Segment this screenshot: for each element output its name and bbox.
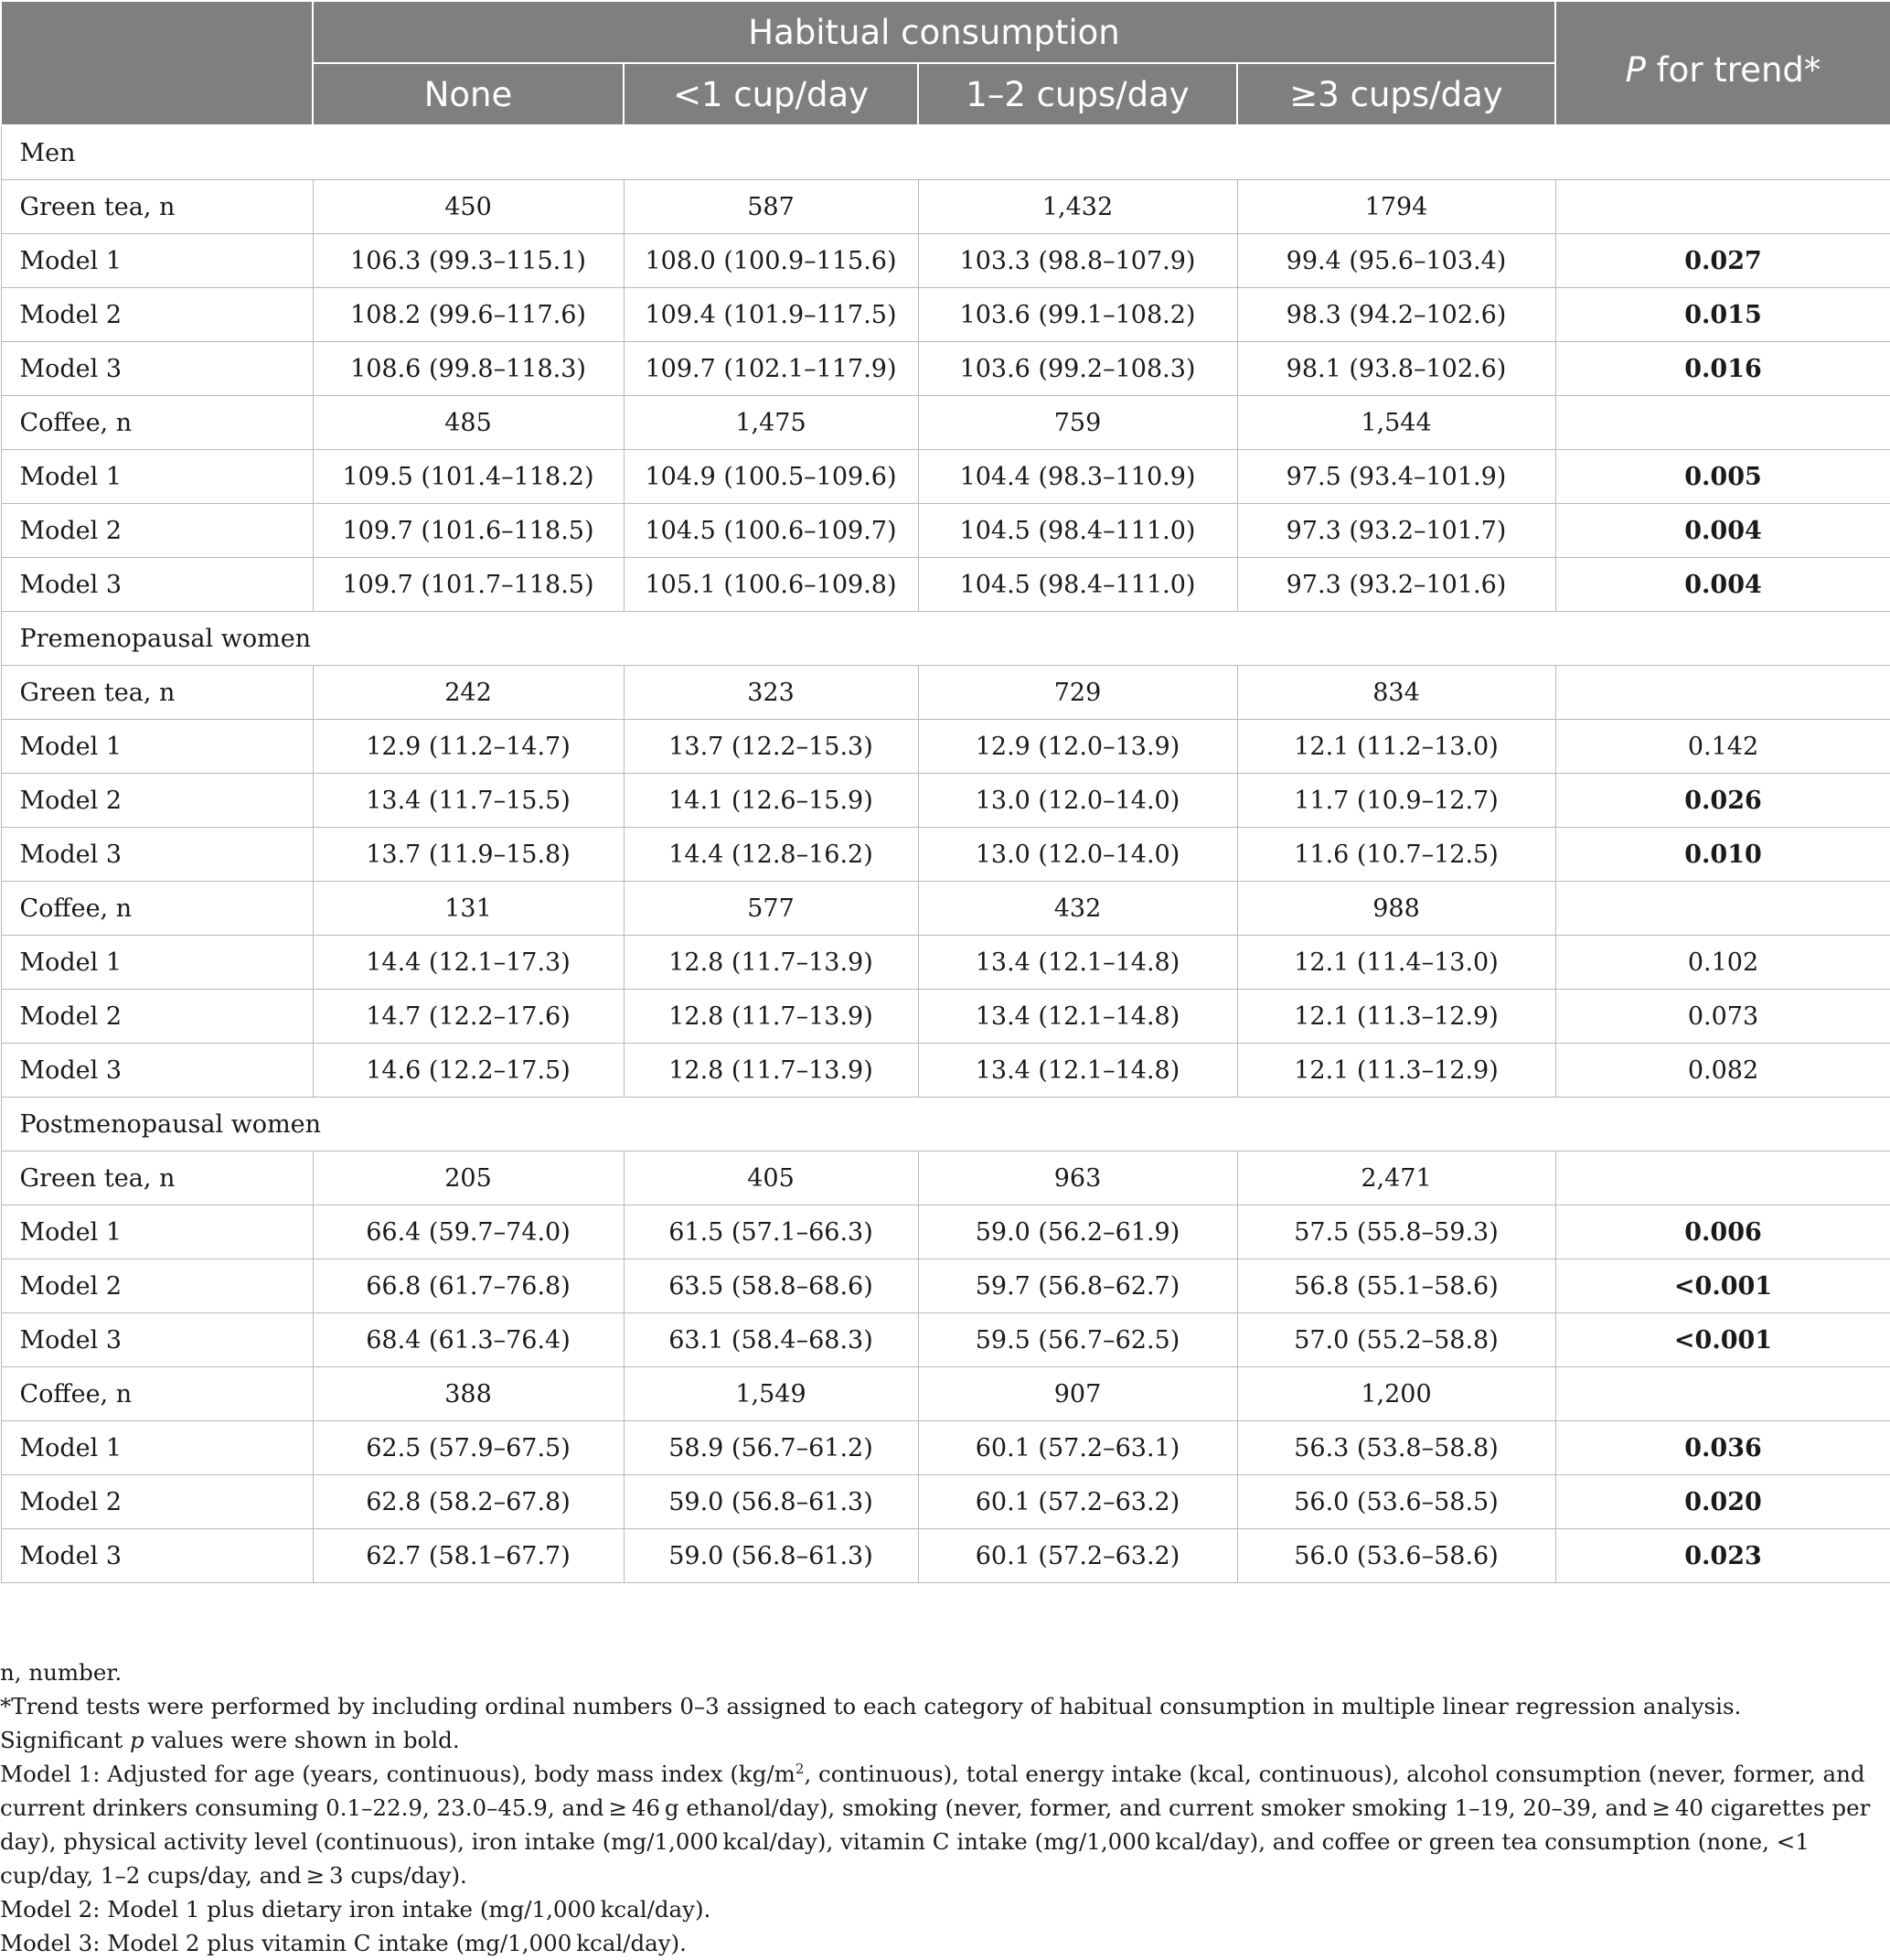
value-cell: 14.1 (12.6–15.9) (624, 774, 918, 828)
value-cell: 63.1 (58.4–68.3) (624, 1313, 918, 1367)
row-label: Coffee, n (1, 396, 313, 450)
value-cell: 11.7 (10.9–12.7) (1237, 774, 1555, 828)
header-col-ge3: ≥3 cups/day (1237, 63, 1555, 125)
value-cell: 14.4 (12.8–16.2) (624, 828, 918, 882)
value-cell: 98.3 (94.2–102.6) (1237, 288, 1555, 342)
p-trend-cell (1555, 180, 1890, 234)
table-row (1, 1421, 1890, 1475)
value-cell: 12.8 (11.7–13.9) (624, 1044, 918, 1098)
value-cell: 587 (624, 180, 918, 234)
footnote-trend: *Trend tests were performed by including ordinal numbers 0–3 assigned to each category of habitual consumption in multiple linear regression analysis. (0, 1693, 1742, 1719)
p-trend-cell: 0.005 (1555, 450, 1890, 504)
value-cell: 14.6 (12.2–17.5) (313, 1044, 624, 1098)
header-col-1to2: 1–2 cups/day (918, 63, 1237, 125)
row-label: Green tea, n (1, 1151, 313, 1205)
value-cell: 98.1 (93.8–102.6) (1237, 342, 1555, 396)
value-cell: 12.1 (11.4–13.0) (1237, 936, 1555, 990)
row-label: Model 1 (1, 450, 313, 504)
p-trend-cell (1555, 882, 1890, 936)
value-cell: 105.1 (100.6–109.8) (624, 558, 918, 612)
table-row (1, 450, 1890, 504)
row-label: Model 2 (1, 774, 313, 828)
section-header-row (1, 612, 1890, 666)
value-cell: 2,471 (1237, 1151, 1555, 1205)
p-trend-cell: 0.036 (1555, 1421, 1890, 1475)
p-trend-cell (1555, 1367, 1890, 1421)
value-cell: 66.8 (61.7–76.8) (313, 1259, 624, 1313)
table-row (1, 828, 1890, 882)
p-trend-cell: 0.027 (1555, 234, 1890, 288)
value-cell: 13.4 (12.1–14.8) (918, 1044, 1237, 1098)
value-cell: 104.9 (100.5–109.6) (624, 450, 918, 504)
value-cell: 205 (313, 1151, 624, 1205)
value-cell: 56.0 (53.6–58.6) (1237, 1529, 1555, 1583)
row-label: Model 3 (1, 558, 313, 612)
p-trend-cell: 0.102 (1555, 936, 1890, 990)
row-label: Model 2 (1, 1475, 313, 1529)
p-trend-cell: 0.023 (1555, 1529, 1890, 1583)
table-row (1, 288, 1890, 342)
value-cell: 62.7 (58.1–67.7) (313, 1529, 624, 1583)
footnote-model1-post: , continuous), total energy intake (kcal, continuous), alcohol consumption (never, former, and current drinkers consuming 0.1–22.9, 23.0–45.9, and ≥ 46 g ethanol/day), smoking (never, former, and current smoker smoking 1–19, 20–39, and ≥ 40 cigarettes per day), physical activity level (continuous), iron intake (mg/1,000 kcal/day), vitamin C intake (mg/1,000 kcal/day), and coffee or green tea consumption (none, <1 cup/day, 1–2 cups/day, and ≥ 3 cups/day). (0, 1761, 1871, 1889)
value-cell: 13.0 (12.0–14.0) (918, 774, 1237, 828)
value-cell: 109.4 (101.9–117.5) (624, 288, 918, 342)
value-cell: 57.5 (55.8–59.3) (1237, 1205, 1555, 1259)
value-cell: 109.5 (101.4–118.2) (313, 450, 624, 504)
table-body (1, 125, 1890, 1583)
value-cell: 62.5 (57.9–67.5) (313, 1421, 624, 1475)
value-cell: 405 (624, 1151, 918, 1205)
value-cell: 104.5 (100.6–109.7) (624, 504, 918, 558)
section-title: Postmenopausal women (1, 1098, 1890, 1151)
value-cell: 12.8 (11.7–13.9) (624, 936, 918, 990)
table-row (1, 234, 1890, 288)
row-label: Model 2 (1, 288, 313, 342)
value-cell: 108.2 (99.6–117.6) (313, 288, 624, 342)
value-cell: 907 (918, 1367, 1237, 1421)
table-row (1, 1475, 1890, 1529)
header-p-trend (1555, 1, 1890, 125)
table-row (1, 1044, 1890, 1098)
header-col-lt1: <1 cup/day (624, 63, 918, 125)
p-trend-cell: <0.001 (1555, 1259, 1890, 1313)
row-label: Model 1 (1, 1205, 313, 1259)
value-cell: 56.8 (55.1–58.6) (1237, 1259, 1555, 1313)
value-cell: 12.9 (12.0–13.9) (918, 720, 1237, 774)
value-cell: 106.3 (99.3–115.1) (313, 234, 624, 288)
section-header-row (1, 125, 1890, 180)
value-cell: 59.0 (56.8–61.3) (624, 1529, 918, 1583)
table-row (1, 1529, 1890, 1583)
table-row (1, 666, 1890, 720)
p-trend-cell: 0.016 (1555, 342, 1890, 396)
value-cell: 109.7 (101.7–118.5) (313, 558, 624, 612)
value-cell: 432 (918, 882, 1237, 936)
p-trend-cell: 0.015 (1555, 288, 1890, 342)
footnote-sig-italic: p (130, 1727, 144, 1753)
value-cell: 104.5 (98.4–111.0) (918, 558, 1237, 612)
section-title: Men (1, 125, 1890, 180)
value-cell: 108.0 (100.9–115.6) (624, 234, 918, 288)
value-cell: 58.9 (56.7–61.2) (624, 1421, 918, 1475)
footnote-sig-post: values were shown in bold. (144, 1727, 460, 1753)
value-cell: 56.3 (53.8–58.8) (1237, 1421, 1555, 1475)
row-label: Model 1 (1, 234, 313, 288)
value-cell: 61.5 (57.1–66.3) (624, 1205, 918, 1259)
value-cell: 729 (918, 666, 1237, 720)
value-cell: 13.4 (11.7–15.5) (313, 774, 624, 828)
value-cell: 11.6 (10.7–12.5) (1237, 828, 1555, 882)
value-cell: 60.1 (57.2–63.1) (918, 1421, 1237, 1475)
value-cell: 1,475 (624, 396, 918, 450)
value-cell: 13.0 (12.0–14.0) (918, 828, 1237, 882)
p-trend-cell: 0.082 (1555, 1044, 1890, 1098)
value-cell: 108.6 (99.8–118.3) (313, 342, 624, 396)
value-cell: 68.4 (61.3–76.4) (313, 1313, 624, 1367)
value-cell: 1,200 (1237, 1367, 1555, 1421)
value-cell: 104.5 (98.4–111.0) (918, 504, 1237, 558)
footnote-significance (0, 1723, 1874, 1757)
row-label: Model 2 (1, 1259, 313, 1313)
value-cell: 62.8 (58.2–67.8) (313, 1475, 624, 1529)
p-trend-cell (1555, 666, 1890, 720)
row-label: Model 3 (1, 828, 313, 882)
value-cell: 12.1 (11.3–12.9) (1237, 1044, 1555, 1098)
footnote-sig-pre: Significant (0, 1727, 130, 1753)
value-cell: 13.7 (11.9–15.8) (313, 828, 624, 882)
row-label: Green tea, n (1, 180, 313, 234)
table-header (1, 1, 1890, 125)
p-trend-cell (1555, 1151, 1890, 1205)
value-cell: 103.6 (99.1–108.2) (918, 288, 1237, 342)
value-cell: 103.3 (98.8–107.9) (918, 234, 1237, 288)
p-trend-cell: 0.004 (1555, 504, 1890, 558)
table-row (1, 720, 1890, 774)
value-cell: 1,544 (1237, 396, 1555, 450)
value-cell: 60.1 (57.2–63.2) (918, 1529, 1237, 1583)
value-cell: 577 (624, 882, 918, 936)
table-row (1, 1151, 1890, 1205)
value-cell: 109.7 (101.6–118.5) (313, 504, 624, 558)
p-trend-cell: 0.142 (1555, 720, 1890, 774)
p-trend-cell: 0.004 (1555, 558, 1890, 612)
row-label: Model 1 (1, 936, 313, 990)
value-cell: 450 (313, 180, 624, 234)
value-cell: 13.7 (12.2–15.3) (624, 720, 918, 774)
value-cell: 59.5 (56.7–62.5) (918, 1313, 1237, 1367)
value-cell: 56.0 (53.6–58.5) (1237, 1475, 1555, 1529)
footnote-model1-pre: Model 1: Adjusted for age (years, continuous), body mass index (kg/m (0, 1761, 796, 1787)
row-label: Model 1 (1, 1421, 313, 1475)
row-label: Model 3 (1, 1313, 313, 1367)
value-cell: 99.4 (95.6–103.4) (1237, 234, 1555, 288)
value-cell: 59.7 (56.8–62.7) (918, 1259, 1237, 1313)
value-cell: 63.5 (58.8–68.6) (624, 1259, 918, 1313)
value-cell: 323 (624, 666, 918, 720)
row-label: Model 1 (1, 720, 313, 774)
value-cell: 1794 (1237, 180, 1555, 234)
row-label: Coffee, n (1, 1367, 313, 1421)
value-cell: 97.3 (93.2–101.7) (1237, 504, 1555, 558)
value-cell: 103.6 (99.2–108.3) (918, 342, 1237, 396)
table-row (1, 774, 1890, 828)
table-row (1, 936, 1890, 990)
value-cell: 109.7 (102.1–117.9) (624, 342, 918, 396)
p-trend-cell: 0.010 (1555, 828, 1890, 882)
section-title: Premenopausal women (1, 612, 1890, 666)
table-row (1, 990, 1890, 1044)
section-header-row (1, 1098, 1890, 1151)
value-cell: 1,432 (918, 180, 1237, 234)
table-row (1, 1259, 1890, 1313)
row-label: Model 2 (1, 990, 313, 1044)
value-cell: 66.4 (59.7–74.0) (313, 1205, 624, 1259)
p-trend-cell: 0.073 (1555, 990, 1890, 1044)
p-trend-cell: <0.001 (1555, 1313, 1890, 1367)
p-trend-cell: 0.026 (1555, 774, 1890, 828)
footnote-model1 (0, 1757, 1874, 1892)
value-cell: 12.8 (11.7–13.9) (624, 990, 918, 1044)
value-cell: 1,549 (624, 1367, 918, 1421)
value-cell: 485 (313, 396, 624, 450)
footnote-model2: Model 2: Model 1 plus dietary iron intake (mg/1,000 kcal/day). (0, 1896, 711, 1923)
value-cell: 759 (918, 396, 1237, 450)
row-label: Model 3 (1, 1044, 313, 1098)
value-cell: 388 (313, 1367, 624, 1421)
table-row (1, 882, 1890, 936)
table-row (1, 1205, 1890, 1259)
value-cell: 13.4 (12.1–14.8) (918, 990, 1237, 1044)
value-cell: 97.5 (93.4–101.9) (1237, 450, 1555, 504)
value-cell: 242 (313, 666, 624, 720)
table-row (1, 1367, 1890, 1421)
row-label: Green tea, n (1, 666, 313, 720)
value-cell: 97.3 (93.2–101.6) (1237, 558, 1555, 612)
header-p-trend-italic: P (1625, 49, 1646, 90)
header-col-none: None (313, 63, 624, 125)
value-cell: 12.1 (11.3–12.9) (1237, 990, 1555, 1044)
row-label: Coffee, n (1, 882, 313, 936)
value-cell: 59.0 (56.2–61.9) (918, 1205, 1237, 1259)
header-group-label: Habitual consumption (313, 1, 1555, 63)
table-row (1, 180, 1890, 234)
footnote-model1-sup: 2 (795, 1760, 805, 1777)
row-label: Model 3 (1, 342, 313, 396)
table-row (1, 504, 1890, 558)
p-trend-cell: 0.006 (1555, 1205, 1890, 1259)
p-trend-cell (1555, 396, 1890, 450)
header-p-trend-rest: for trend* (1645, 49, 1821, 90)
p-trend-cell: 0.020 (1555, 1475, 1890, 1529)
value-cell: 59.0 (56.8–61.3) (624, 1475, 918, 1529)
value-cell: 988 (1237, 882, 1555, 936)
value-cell: 14.7 (12.2–17.6) (313, 990, 624, 1044)
value-cell: 13.4 (12.1–14.8) (918, 936, 1237, 990)
value-cell: 834 (1237, 666, 1555, 720)
table-row (1, 342, 1890, 396)
row-label: Model 2 (1, 504, 313, 558)
value-cell: 963 (918, 1151, 1237, 1205)
value-cell: 104.4 (98.3–110.9) (918, 450, 1237, 504)
value-cell: 60.1 (57.2–63.2) (918, 1475, 1237, 1529)
footnote-abbrev: n, number. (0, 1659, 123, 1686)
header-blank-cell (1, 1, 313, 125)
footnote-model3: Model 3: Model 2 plus vitamin C intake (mg/1,000 kcal/day). (0, 1930, 687, 1956)
row-label: Model 3 (1, 1529, 313, 1583)
table-row (1, 396, 1890, 450)
table-footnotes (0, 1655, 1874, 1960)
table-row (1, 1313, 1890, 1367)
value-cell: 131 (313, 882, 624, 936)
value-cell: 57.0 (55.2–58.8) (1237, 1313, 1555, 1367)
value-cell: 12.9 (11.2–14.7) (313, 720, 624, 774)
value-cell: 12.1 (11.2–13.0) (1237, 720, 1555, 774)
value-cell: 14.4 (12.1–17.3) (313, 936, 624, 990)
table-row (1, 558, 1890, 612)
